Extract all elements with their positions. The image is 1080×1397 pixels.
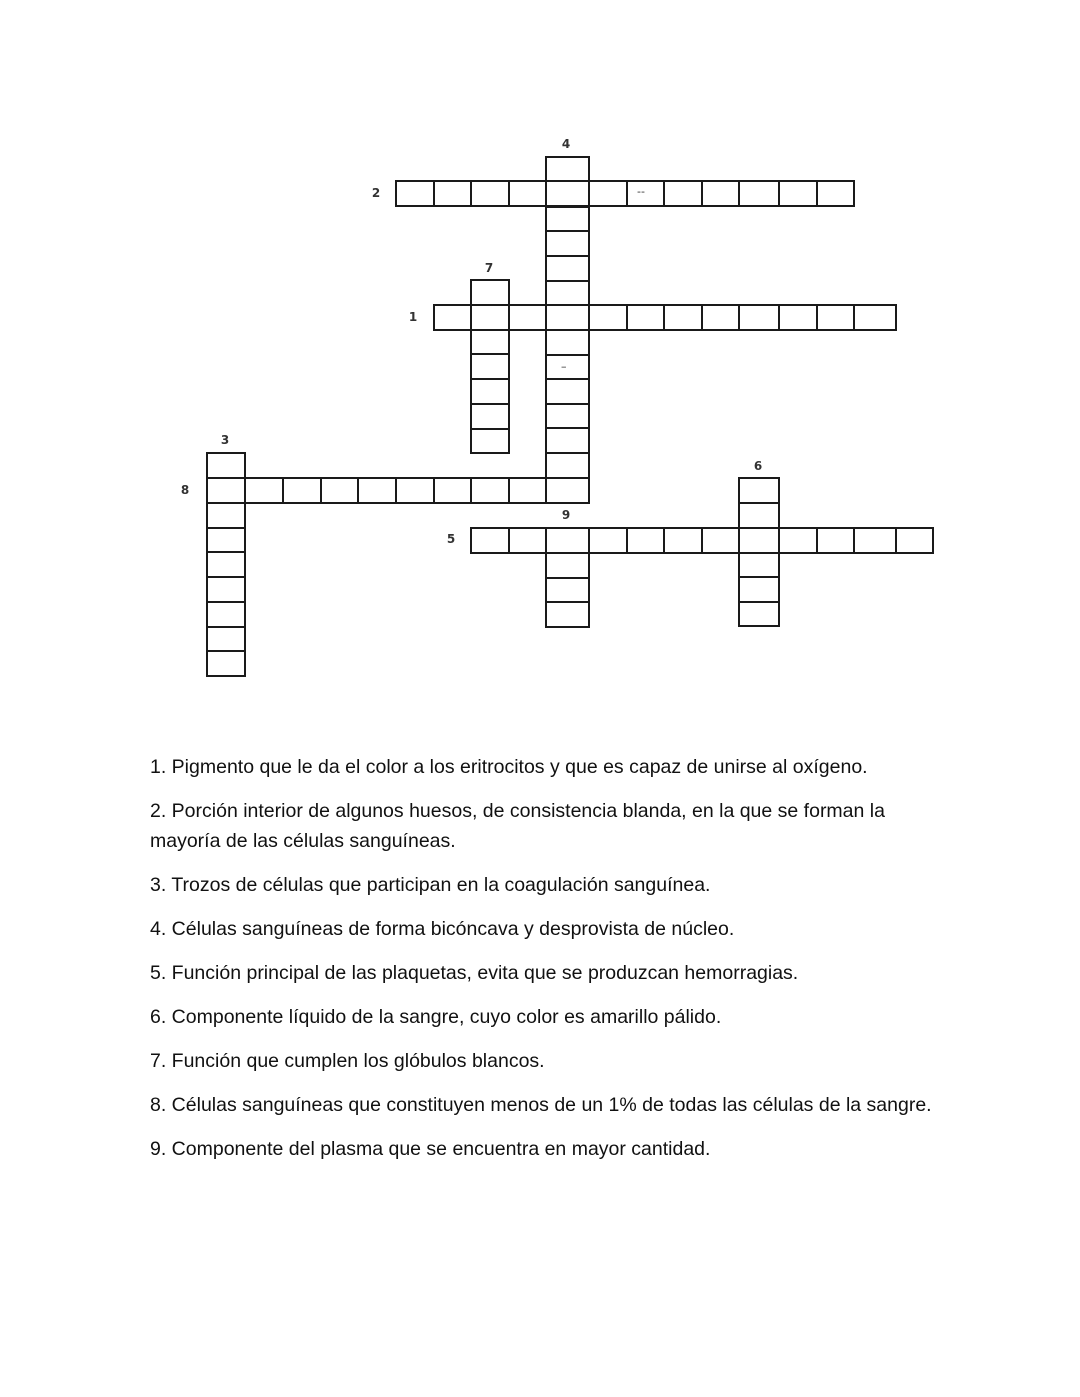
word-8-cell[interactable] (545, 477, 590, 504)
word-2-cell[interactable] (626, 180, 665, 207)
word-5-cell[interactable] (508, 527, 547, 554)
word-2-cell[interactable] (395, 180, 435, 207)
word-5-cell[interactable] (701, 527, 740, 554)
clue-number-2: 2 (371, 186, 381, 200)
word-1-cell[interactable] (545, 304, 590, 331)
word-1-cell[interactable] (663, 304, 703, 331)
word-2-cell[interactable] (545, 180, 590, 207)
word-3-cell[interactable] (206, 625, 246, 652)
word-5-cell[interactable] (588, 527, 628, 554)
word-5-cell[interactable] (738, 527, 780, 554)
word-8-cell[interactable] (282, 477, 322, 504)
word-4-cell[interactable] (545, 230, 590, 257)
word-8-cell[interactable] (508, 477, 547, 504)
word-1-cell[interactable] (626, 304, 665, 331)
word-4-cell[interactable] (545, 255, 590, 282)
clue-list (150, 752, 940, 1178)
clue-number-9: 9 (561, 508, 571, 522)
dash-mark: – (561, 360, 567, 373)
word-4-cell[interactable] (545, 402, 590, 429)
word-2-cell[interactable] (816, 180, 855, 207)
word-4-cell[interactable] (545, 205, 590, 232)
word-8-cell[interactable] (433, 477, 472, 504)
word-4-cell[interactable] (545, 378, 590, 405)
word-9-cell[interactable] (545, 601, 590, 628)
clue-6: 6. Componente líquido de la sangre, cuyo color es amarillo pálido. (150, 1006, 722, 1028)
word-7-cell[interactable] (470, 279, 510, 306)
word-1-cell[interactable] (778, 304, 818, 331)
word-2-cell[interactable] (701, 180, 740, 207)
word-5-cell[interactable] (853, 527, 897, 554)
word-2-cell[interactable] (588, 180, 628, 207)
word-2-cell[interactable] (470, 180, 510, 207)
word-3-cell[interactable] (206, 601, 246, 628)
word-2-cell[interactable] (738, 180, 780, 207)
word-5-cell[interactable] (816, 527, 855, 554)
clue-5: 5. Función principal de las plaquetas, evita que se produzcan hemorragias. (150, 962, 799, 984)
clue-number-3: 3 (220, 433, 230, 447)
word-8-cell[interactable] (395, 477, 435, 504)
word-1-cell[interactable] (816, 304, 855, 331)
word-9-cell[interactable] (545, 576, 590, 603)
word-8-cell[interactable] (470, 477, 510, 504)
word-4-cell[interactable] (545, 156, 590, 183)
word-6-cell[interactable] (738, 477, 780, 504)
word-7-cell[interactable] (470, 427, 510, 454)
word-1-cell[interactable] (853, 304, 897, 331)
word-4-cell[interactable] (545, 353, 590, 380)
clue-1: 1. Pigmento que le da el color a los eritrocitos y que es capaz de unirse al oxígeno. (150, 756, 868, 778)
hyphen-mark: -- (637, 185, 645, 198)
word-1-cell[interactable] (738, 304, 780, 331)
word-1-cell[interactable] (470, 304, 510, 331)
clue-number-6: 6 (753, 459, 763, 473)
word-1-cell[interactable] (433, 304, 472, 331)
word-7-cell[interactable] (470, 353, 510, 380)
word-5-cell[interactable] (545, 527, 590, 554)
clue-9: 9. Componente del plasma que se encuentra en mayor cantidad. (150, 1138, 711, 1160)
word-1-cell[interactable] (701, 304, 740, 331)
word-1-cell[interactable] (588, 304, 628, 331)
clue-8: 8. Células sanguíneas que constituyen menos de un 1% de todas las células de la sangre. (150, 1094, 932, 1116)
word-8-cell[interactable] (357, 477, 397, 504)
word-8-cell[interactable] (244, 477, 284, 504)
clue-number-4: 4 (561, 137, 571, 151)
word-4-cell[interactable] (545, 329, 590, 356)
word-5-cell[interactable] (895, 527, 934, 554)
word-3-cell[interactable] (206, 551, 246, 578)
word-3-cell[interactable] (206, 576, 246, 603)
word-2-cell[interactable] (663, 180, 703, 207)
word-9-cell[interactable] (545, 552, 590, 579)
word-8-cell[interactable] (206, 477, 246, 504)
word-2-cell[interactable] (508, 180, 547, 207)
clue-number-8: 8 (180, 483, 190, 497)
word-2-cell[interactable] (433, 180, 472, 207)
clue-2: 2. Porción interior de algunos huesos, de consistencia blanda, en la que se forman la mayoría de las células sanguíneas. (150, 800, 885, 852)
clue-number-7: 7 (484, 261, 494, 275)
word-6-cell[interactable] (738, 502, 780, 529)
word-5-cell[interactable] (663, 527, 703, 554)
word-3-cell[interactable] (206, 650, 246, 677)
clue-7: 7. Función que cumplen los glóbulos blancos. (150, 1050, 545, 1072)
clue-number-1: 1 (408, 310, 418, 324)
word-7-cell[interactable] (470, 378, 510, 405)
word-8-cell[interactable] (320, 477, 359, 504)
word-4-cell[interactable] (545, 279, 590, 306)
word-5-cell[interactable] (778, 527, 818, 554)
word-7-cell[interactable] (470, 403, 510, 430)
word-6-cell[interactable] (738, 551, 780, 578)
word-2-cell[interactable] (778, 180, 818, 207)
clue-number-5: 5 (446, 532, 456, 546)
clue-3: 3. Trozos de células que participan en la coagulación sanguínea. (150, 874, 711, 896)
word-4-cell[interactable] (545, 452, 590, 479)
clue-4: 4. Células sanguíneas de forma bicóncava y desprovista de núcleo. (150, 918, 735, 940)
word-3-cell[interactable] (206, 452, 246, 479)
word-5-cell[interactable] (626, 527, 665, 554)
word-3-cell[interactable] (206, 526, 246, 553)
word-3-cell[interactable] (206, 502, 246, 529)
word-7-cell[interactable] (470, 328, 510, 355)
word-1-cell[interactable] (508, 304, 547, 331)
word-6-cell[interactable] (738, 600, 780, 627)
word-5-cell[interactable] (470, 527, 510, 554)
word-4-cell[interactable] (545, 427, 590, 454)
word-6-cell[interactable] (738, 576, 780, 603)
